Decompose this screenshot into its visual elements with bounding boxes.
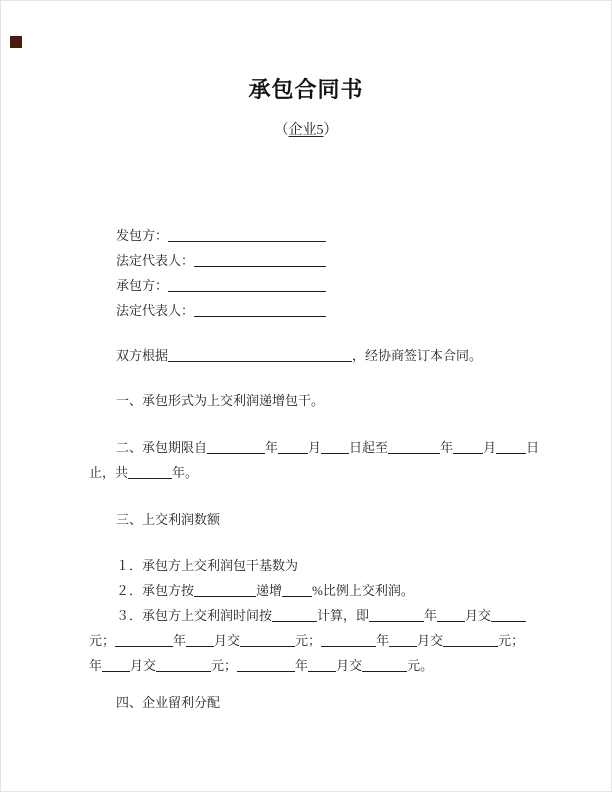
text-segment: 年 xyxy=(173,633,187,648)
blank-field xyxy=(282,583,312,597)
blank-field xyxy=(237,658,295,672)
text-segment: 月交 xyxy=(336,658,363,673)
text-segment: 年 xyxy=(440,440,454,455)
document-line xyxy=(89,435,541,460)
text-segment: １．承包方上交利润包干基数为 xyxy=(116,558,299,573)
text-segment: 年。 xyxy=(172,465,199,480)
document-line xyxy=(89,690,541,715)
text-segment: %比例上交利润。 xyxy=(312,583,414,598)
blank-field xyxy=(491,608,526,622)
text-segment: 法定代表人： xyxy=(116,303,195,318)
corner-mark xyxy=(10,36,22,48)
text-segment: 年 xyxy=(376,633,390,648)
blank-field xyxy=(194,583,256,597)
blank-field xyxy=(362,658,407,672)
blank-field xyxy=(389,633,417,647)
text-segment: 发包方： xyxy=(116,228,169,243)
document-line xyxy=(89,388,541,413)
document-line xyxy=(89,298,541,323)
text-segment: 月 xyxy=(483,440,497,455)
text-segment: ，经协商签订本合同。 xyxy=(352,348,483,363)
subtitle-open-paren: （ xyxy=(274,123,289,138)
subtitle-enterprise-label: 企业5 xyxy=(288,123,324,138)
blank-field xyxy=(168,278,326,292)
text-segment: 年 xyxy=(265,440,279,455)
blank-field xyxy=(443,633,498,647)
text-segment: 三、上交利润数额 xyxy=(116,512,221,527)
document-line xyxy=(89,343,541,368)
document-line xyxy=(89,578,541,603)
blank-field xyxy=(278,440,308,454)
blank-field xyxy=(186,633,214,647)
blank-field xyxy=(308,658,336,672)
text-segment: 月交 xyxy=(417,633,444,648)
text-segment: ３．承包方上交利润时间按 xyxy=(116,608,273,623)
text-segment: 元； xyxy=(295,633,322,648)
text-segment: 月交 xyxy=(214,633,241,648)
text-segment: 承包方： xyxy=(116,278,169,293)
text-segment: 元。 xyxy=(407,658,434,673)
blank-field xyxy=(194,303,326,317)
text-segment: 月交 xyxy=(130,658,157,673)
blank-field xyxy=(496,440,526,454)
blank-field xyxy=(240,633,295,647)
text-segment: 月交 xyxy=(465,608,492,623)
blank-field xyxy=(388,440,440,454)
document-line xyxy=(89,460,541,485)
blank-field xyxy=(115,633,173,647)
text-segment: 元； xyxy=(498,633,525,648)
blank-field xyxy=(369,608,424,622)
blank-field xyxy=(437,608,465,622)
subtitle-close-paren: ） xyxy=(323,123,338,138)
blank-field xyxy=(272,608,317,622)
text-segment: 年 xyxy=(424,608,438,623)
text-segment: 月 xyxy=(308,440,322,455)
blank-field xyxy=(168,228,326,242)
text-segment: 止，共 xyxy=(89,465,129,480)
document-lines xyxy=(1,223,611,715)
text-segment: 一、承包形式为上交利润递增包干。 xyxy=(116,393,325,408)
text-segment: 递增 xyxy=(256,583,283,598)
document-line xyxy=(89,603,541,628)
document-line xyxy=(89,628,541,653)
text-segment: 元； xyxy=(89,633,116,648)
blank-field xyxy=(156,658,211,672)
blank-field xyxy=(102,658,130,672)
blank-field xyxy=(321,633,376,647)
text-segment: 法定代表人： xyxy=(116,253,195,268)
document-line xyxy=(89,507,541,532)
document-subtitle xyxy=(1,119,611,139)
blank-field xyxy=(194,253,326,267)
text-segment: 日 xyxy=(526,440,540,455)
blank-field xyxy=(453,440,483,454)
text-segment: ２．承包方按 xyxy=(116,583,195,598)
blank-field xyxy=(321,440,349,454)
document-line xyxy=(89,248,541,273)
text-segment: 年 xyxy=(295,658,309,673)
blank-field xyxy=(168,348,352,362)
document-line xyxy=(89,273,541,298)
text-segment: 年 xyxy=(89,658,103,673)
text-segment: 双方根据 xyxy=(116,348,169,363)
text-segment: 日起至 xyxy=(349,440,389,455)
document-line xyxy=(89,223,541,248)
blank-field xyxy=(128,465,172,479)
document-line xyxy=(89,553,541,578)
document-title: 承包合同书 xyxy=(248,77,364,102)
document-line xyxy=(89,653,541,678)
text-segment: 二、承包期限自 xyxy=(116,440,208,455)
text-segment: 四、企业留利分配 xyxy=(116,695,221,710)
text-segment: 元； xyxy=(211,658,238,673)
blank-field xyxy=(207,440,265,454)
text-segment: 计算，即 xyxy=(317,608,370,623)
